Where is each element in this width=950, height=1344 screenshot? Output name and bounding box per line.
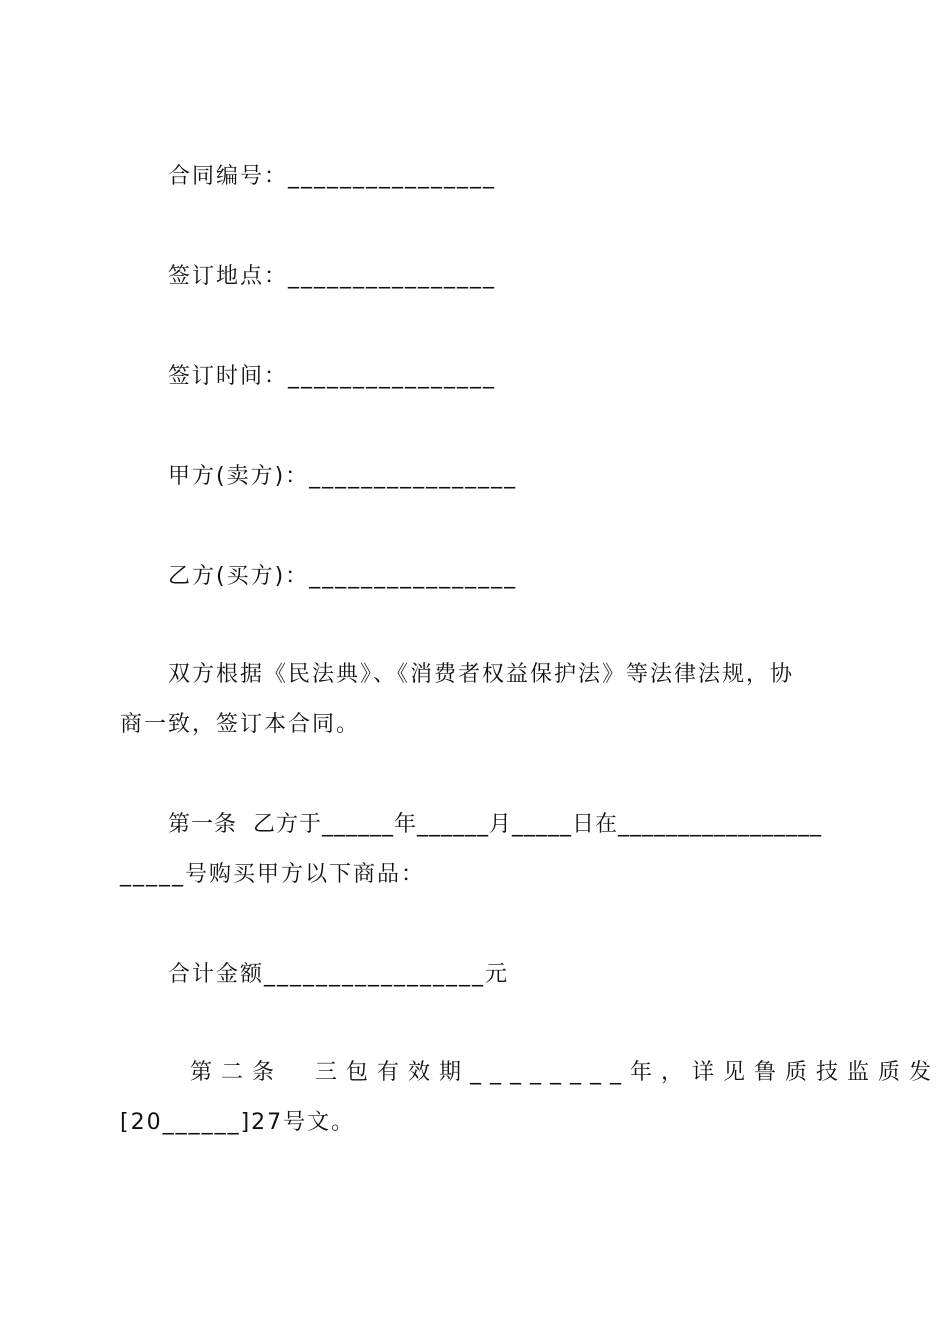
intro-paragraph-line-1: 双方根据《民法典》、《消费者权益保护法》等法律法规，协 — [168, 662, 795, 687]
party-b-buyer-field: 乙方(买方)：________________ — [168, 564, 518, 589]
article-1-line-2: _____号购买甲方以下商品： — [120, 862, 426, 887]
article-2-line-1: 第二条 三包有效期________年，详见鲁质技监质发 — [190, 1060, 940, 1085]
party-a-seller-field: 甲方(卖方)：________________ — [168, 464, 518, 489]
article-1-line-1: 第一条 乙方于______年______月_____日在_________________ — [168, 812, 822, 837]
signing-time-field: 签订时间：________________ — [168, 364, 497, 389]
contract-number-field: 合同编号：________________ — [168, 164, 497, 189]
intro-paragraph-line-2: 商一致，签订本合同。 — [120, 712, 361, 737]
signing-place-field: 签订地点：________________ — [168, 264, 497, 289]
article-2-line-2: [20______]27号文。 — [120, 1110, 356, 1135]
total-amount-line: 合计金额_________________元 — [168, 962, 510, 987]
